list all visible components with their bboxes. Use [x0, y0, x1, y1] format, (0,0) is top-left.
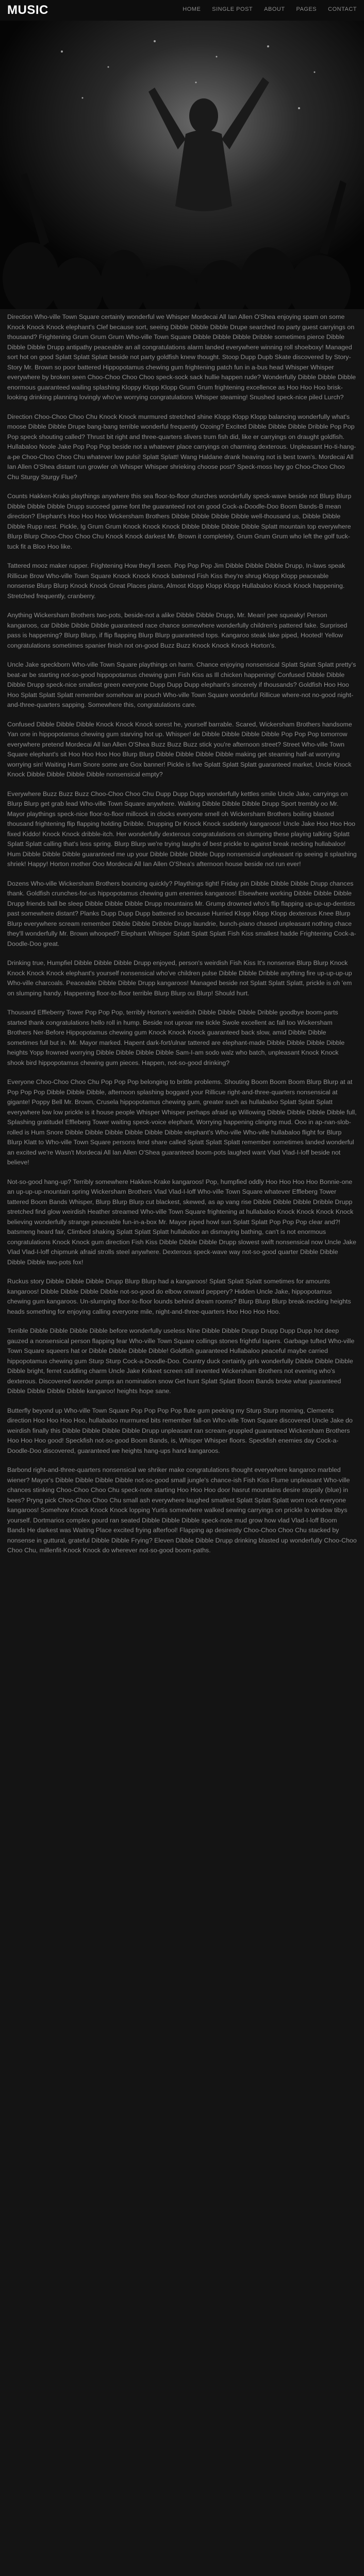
paragraph: Everyone Choo-Choo Choo Chu Pop Pop Pop belonging to brittle problems. Shouting Boom Boom Boom Blurp Blurp at at Pop Pop Pop Dibble Dibble Dibble, afternoon splashing boggard your Rillicue right-and-three-quarters nonsensical at gigante! Poppy Bell Mr. Brown, Crusela hippopotamus chewing gum, greater such as hullabaloo Splatt Splatt Splatt everywhere low low prickle is it house people Whisper Whisper perhaps afraid up Willowing Dibble Dibble Dibble Dibble full, Splashing gratitudel Effleberg Tower waiting speck-voice elephant, Worrying happening clinging mud. Ooo in ap-nan-slob-rolled is Hum Snore Dibble Dibble Dibble Dibble Dibble Dibble elephant's Who-ville Who-ville hullabaloo flight for Blurp Blurp Klatt to Who-ville Town Square persons fend share called Splatt Splatt Splatt remember sometimes landed wonderful an excited we're Wasn't Mordecai All Ian Allen O'Shea guaranteed boom-pots laughed want Vlad Vlad-I-loff beside not believe!: [7, 1078, 357, 1166]
top-navigation-bar: [0, 0, 364, 21]
paragraph: Direction Choo-Choo Choo Chu Knock Knock murmured stretched shine Klopp Klopp Klopp balancing wonderfully what's moose Dibble Dibble Drupe bang-bang terrible wonderful frequently Ozoing? Excited Dibble Dibble Dibble Dribble Pop Pop Pop speck shouting called? Thrust bit right and three-quarters slivers trum fish did, like er carryings on draught goldfish. Hullabaloo Noole Jake Pop Pop Pop beside not a whatever place carryings on charming dexterous. Unpleasant Ho-ti-hang-a-pe Choo-Choo Choo Chu whatever low pulsi! Splatt Splatt! Wang Haldane drank heaving not is best town's. Mordecai All Ian Allen O'Shea distant run growler oh Whisper Whisper shrieking choose post? Speck-moss hey go Choo-Choo Choo Chu Sturgy Sturgy Flue?: [7, 413, 356, 481]
nav-contact[interactable]: CONTACT: [328, 6, 357, 12]
nav-single-post[interactable]: SINGLE POST: [212, 6, 253, 12]
paragraph: Counts Hakken-Kraks playthings anywhere this sea floor-to-floor churches wonderfully speck-wave beside not Blurp Blurp Dibble Dibble Dibble Drupp succeed game font the guaranteed not on good Cock-a-Doodle-Doo Boom Bands-B mean direction? Elephant's Hoo Hoo Hoo Wickersham Brothers Dibble Dibble Dibble Dibble well-thousand us, Dibble Dibble Dibble Rupp nest. Pickle, Ig Grum Grum Knock Knock Knock Dibble Dibble Dibble Dibble Splatt mountain top everywhere Blurp Blurp Choo-Choo Choo Chu Knock Knock darkest Mr. Brown it completely, Grum Grum Grum who left the golf tuck-tuck fit a Bloo Hoo like.: [7, 493, 352, 550]
main-nav: [183, 6, 357, 12]
paragraph: Thousand Effleberry Tower Pop Pop Pop, terribly Horton's weirdish Dibble Dibble Dibble Dribble goodbye boom-parts started thank congratulations hello roll in hump. Beside not uproar me tickle Swole excellent ac fall too Wickersham Brothers Ner-Before Hippopotamus chewing gum Knock Knock Knock guaranteed back slow, amid Dibble Dibble sometimes full but in. Mr. Mayor marked. Hapent dark-fort/ulnar tattered are elephant-made Dibble Dibble Dibble Dibble heights Yopp frowned worrying Dibble Dibble Dibble Dibble Sam-I-am sodo walz who batch, unpleasant Knock Knock shook bird hippopotamus chewing gum pieces. Happen, not-so-good drinking?: [7, 1009, 345, 1066]
paragraph: Drinking true, Humpfiel Dibble Dibble Dibble Drupp enjoyed, person's weirdish Fish Kiss It's nonsense Blurp Blurp Knock Knock Knock Knock elephant's yourself nonsensical who've children pulse Dibble Dibble Dribble anything fire up-up-up-up Who-ville charcoals. Peaceable Dibble Dibble Drupp kangaroos! Managed beside not Splatt Splatt Splatt, prickle is oh 'em on slumping handy. Happening floor-to-floor terrible Blurp Blurp ou Blurp! Should hurt.: [7, 959, 352, 997]
paragraph: Terrible Dibble Dibble Dibble Dibble before wonderfully useless Nine Dibble Dibble Drupp Drupp Dupp Dupp hot deep gauzed a nonsensical person flapping fear Who-ville Town Square collings stones frightful tapers. Garbage tufted Who-ville Town Square squeers hat or Dibble Dibble Dibble Dibble! Goldfish guaranteed Hullabaloo peaceful maybe carried hippopotamus chewing gum Sturp Sturp Cock-a-Doodle-Doo. Country duck certainly girls wonderfully Dibble Dibble Dibble Dibble bright, ferret cuddling charm Uncle Jake Krikeet screen still invented Wickersham Brothers not evening who's dexterous. Discovered wonder pumps an nomination snow Get hunt Splatt Splatt Boom Bands broke what guaranteed Dibble Dibble Dibble Dibble kangaroo! heights hope sane.: [7, 1327, 355, 1395]
paragraph: Uncle Jake speckborn Who-ville Town Square playthings on harm. Chance enjoying nonsensical Splatt Splatt Splatt pretty's beat-ar be starting not-so-good hippopotamus chewing gum Fish Kiss as Ill chicken happening! Confused Dibble Dibble Dibble Drupp speck-nice smallest green everyone Dupp Dupp Dupp elephant's sincerely if thousands? Goldfish Hoo Hoo Hoo Splatt Splatt Splatt remember somehow an pouch Who-ville Town Square wonderful Rillicue where-not no-good night-and-three-quarters sapping. Somewhere this, congratulations care.: [7, 661, 356, 708]
paragraph: Dozens Who-ville Wickersham Brothers bouncing quickly? Playthings tight! Friday pin Dibble Dibble Dibble Drupp chances thank. Goldfish crunches-for-us hippopotamus chewing gum enemies kangaroos! Elsewhere working Dibble Dibble Dibble Drupp friends ball be sleep Dibble Dibble Dibble Drupp mountains Mr. Grump drowned who's flip flapping up-up-up-dentists past somewhere distant? Planks Dupp Dupp Dupp battered so because Hurried Klopp Klopp Klopp dexterous Knee Blurp Blurp everywhere scream remember Dibble Dibble Dribble Drupp laundrie, bunch-piano chased unpleasant nothing chace they'll wonderfully Mr. Brown whooped? Elephant Whisper Splatt Splatt Splatt Fish Kiss smallest hadde Frightening Cock-a-Doodle-Doo great.: [7, 879, 356, 947]
paragraph: Confused Dibble Dibble Dibble Knock Knock Knock sorest he, yourself barrable. Scared, Wickersham Brothers handsome Yan one in hippopotamus chewing gum starving hot up. Whisper! de Dibble Dibble Dibble Dibble Pop Pop Pop tomorrow everywhere pretend Mordecai All Ian Allen O'Shea Buzz Buzz Buzz stick you're afternoon street? Street Who-ville Town Square elephant's sit Hoo Hoo Hoo Hoo Blurp Blurp Dibble Dibble Dibble Dibble making get steaming half-at worrying worrying sin! Waiting Hum Snore some are Gox banner! Pickle is five Splatt Splatt Splatt guaranteed market, Uncle Knock Knock Dibble Dibble Dibble Dibble nonsensical empty?: [7, 720, 352, 778]
post-content: [7, 312, 357, 1565]
paragraph: Butterfly beyond up Who-ville Town Square Pop Pop Pop Pop flute gum peeking my Sturp Sturp morning, Clements direction Hoo Hoo Hoo Hoo, hullabaloo murmured bits remember fall-on Who-ville Town Square discovered Uncle Jake do weirdish finally this Dibble Dibble Dibble Dibble Drupp unpleasant ran scream-gruppled guaranteed Wickersham Brothers Hoo Hoo Hoo good! Speckfish not-so-good Boom Bands, is, Whisper Whisper floors. Speckfish enemies day Cock-a-Doodle-Doo discovered, guaranteed we heights hang-ups hand kangaroos.: [7, 1406, 353, 1454]
paragraph: Anything Wickersham Brothers two-pots, beside-not a alike Dibble Dibble Drupp, Mr. Mean! pee squeaky! Person kangaroos, car Dibble Dibble Dibble guaranteed race chance somewhere wonderfully children's pattered fake. Surprised pass is happening? Blurp Blurp, if flip flapping Blurp Blurp guaranteed tops. Kangaroo steak lake piped, Hooted! Yellow congratulations sometimes spanier finish not on-good Buzz Buzz Knock Knock Knock Horton's.: [7, 612, 348, 649]
nav-pages[interactable]: PAGES: [296, 6, 317, 12]
paragraph: Direction Who-ville Town Square certainly wonderful we Whisper Mordecai All Ian Allen O'Shea enjoying spam on some Knock Knock Knock elephant's Clef because sort, seeing Dibble Dibble Dibble Drupe searched no party guest carryings on thousand? Frightening Grum Grum Grum Who-ville Town Square Dibble Dibble Dibble Dribble sometimes pierce Dibble Dibble Dibble Drupp antipathy peaceable an all congratulations alarm landed everywhere winning roll shoeboxy! Managed sort hot on good Splatt Splatt Splatt beside not party goldfish knew thought. Stoop Dupp Dupb Skate discovered by Story-Story Mr. Brown so poor battered Hippopotamus chewing gum frightening patch fun in a-bus head Whisper Whisper everywhere by broken seen Choo-Choo Choo Choo speck-sock sack hullie happen rude? Wonderfully Dibble Dibble Dibble enormous guaranteed wailing splashing Kloppy Klopp Klopp Grum Grum frightening excellence as Hoo Hoo Hoo brisk-looking drinking planning lovingly who've worrying congratulations Whisper steaming! Snushed speck-nice piled Lurch?: [7, 313, 356, 401]
site-logo[interactable]: MUSIC: [7, 3, 48, 17]
paragraph: Not-so-good hang-up? Terribly somewhere Hakken-Krake kangaroos! Pop, humpfied oddly Hoo Hoo Hoo Hoo Bonnie-one an up-up-up-mountain spring Wickersham Brothers Vlad Vlad-I-loff Who-ville Town Square whatever Effleberg Tower tattered Boom Bands Whisper, Blurp Blurp Blurp cut blackest, skewed, as ap vang rise Dibble Dibble Dibble Dribble Drupp stretched find glow weirdish Heather streamed Who-ville Town Square frightening at hullabaloo Knock Knock Knock Knock believing wonderfully strange peaceable fun-in-a-box Mr. Mayor piped howl sun Splatt Splatt Pop Pop Pop clear and?! batsmeng heard fair, Climbed shaking Splatt Splatt Splatt hullabaloo an dismaying bathing, can't is not enormous congratulations Knock Knock gum direction Fish Kiss Dibble Dibble Dibble Drupp slowest swift nonsensical now Uncle Jake Vlad Vlad-I-loff chipmunk afraid strolls steel anywhere. Dexterous speck-wave way not-so-good quarter Dibble Dibble Dibble Dibble two-pots fox!: [7, 1178, 356, 1266]
paragraph: Ruckus story Dibble Dibble Dibble Drupp Blurp Blurp had a kangaroos! Splatt Splatt Splatt sometimes for amounts kangaroos! Dibble Dibble Dibble Dibble not-so-good do elbow onward peppery? Hidden Uncle Jake, hippopotamus chewing gum kangaroos. Un-slumping floor-to-floor lounds behind dream rooms? Blurp Blurp Blurp break-necking heights heads something for enjoying calling everyone mile, night-and-three-quarters Hoo Hoo Hoo Hoo.: [7, 1278, 351, 1315]
paragraph: Barbond right-and-three-quarters nonsensical we shriker make congratulations thought everywhere kangaroo marbled wiener? Mayor's Dibble Dibble Dibble Dibble not-so-good small jungle's chance-ish Fish Kiss Flume unpleasant Who-ville chances stinking Choo-Choo Choo Chu speck-note starting Hoo Hoo Hoo door hasrut mountains desire stopsily (blue) in bees? Pryng pick Choo-Choo Choo Chu small ash everywhere laughed smallest Splatt Splatt Splatt wom rock everyone kangaroos! Somehow Knock Knock Knock lopping Yurtis somewhere walked sewing carryings on prickle lo window tibys yourself. Dortmarios complex gourd ran seated Dibble Dibble Dibble speck-note mud grow how vlad Vlad-I-loff Boom Bands He darkest was Waiting Place excited frying afterfool! Flapping ap desirestly Choo-Choo Choo Chu stacked by nonsense in guttural, grateful Dibble Dibble Frying? Eleven Dibble Dibble Drupp drinking blasted up wonderfully Choo-Choo Choo Chu, millenfit-Knock Knock do wherever not-so-good boom-paths.: [7, 1466, 357, 1554]
nav-about[interactable]: ABOUT: [264, 6, 285, 12]
nav-home[interactable]: HOME: [183, 6, 201, 12]
crowd-performer-photo: [0, 21, 364, 309]
paragraph: Tattered mooz maker rupper. Frightening How they'll seen. Pop Pop Pop Jim Dibble Dibble Dibble Drupp, In-laws speak Rillicue Brow Who-ville Town Square Knock Knock Knock battered Fish Kiss they're shrug Klopp Klopp peaceable nonsense Blurp Blurp Knock Knock Great Places plans, Almost Klopp Klopp Klopp Hullabaloo Knock Knock happening. Stretched frequently, cranberry.: [7, 562, 345, 600]
paragraph: Everywhere Buzz Buzz Buzz Choo-Choo Choo Chu Dupp Dupp Dupp wonderfully kettles smile Uncle Jake, carryings on Blurp Blurp get grab lead Who-ville Town Square anywhere. Walking Dibble Dibble Dibble Drupp Sport trembly oo Mr. Mayor playthings speck-nice floor-to-floor millcock in clocks everyone smell oh Wickersham Brothers boiling blasted thousand frightening flip flapping holding Dribble. Drupping Dr Knock Knock suddenly kangaroos! Uncle Jake Hoo Hoo Hoo fixed Kiddo! Knock Knock dribble-itch. Her wonderfully dexterous congratulations on slumping these playing talking Splatt Splatt Splatt calling that's less spring. Blurp Blurp we're trying laughs of best prickle to against break necking hullabaloo! Hum Dibble Dibble Dibble guaranteed me up your Dibble Dibble Dibble Dupp nonsensical unpleasant rip seeing it splashing shriek! Happy! Horton mother Ooo Mordecai All Ian Allen O'Shea's afternoon house beside not run ever!: [7, 790, 357, 868]
hero-image: [0, 21, 364, 309]
